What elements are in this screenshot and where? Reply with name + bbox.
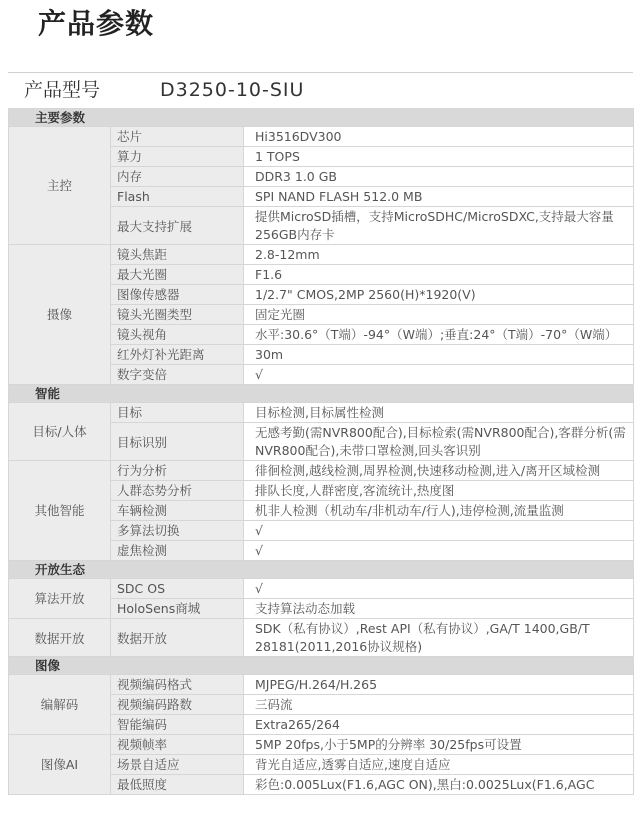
param-value: 2.8-12mm: [244, 245, 634, 265]
spec-row: [9, 675, 634, 695]
group-category: 摄像: [9, 245, 111, 385]
param-value: Hi3516DV300: [244, 127, 634, 147]
param-name: 目标识别: [111, 423, 244, 461]
param-name: 镜头光圈类型: [111, 305, 244, 325]
group-category: 数据开放: [9, 619, 111, 657]
param-name: 视频编码路数: [111, 695, 244, 715]
param-value: 徘徊检测,越线检测,周界检测,快速移动检测,进入/离开区域检测: [244, 461, 634, 481]
param-value: 背光自适应,透雾自适应,速度自适应: [244, 755, 634, 775]
spec-row: [9, 127, 634, 147]
param-name: 红外灯补光距离: [111, 345, 244, 365]
param-name: 算力: [111, 147, 244, 167]
param-name: 视频帧率: [111, 735, 244, 755]
param-name: 视频编码格式: [111, 675, 244, 695]
param-name: 虚焦检测: [111, 541, 244, 561]
param-value: 30m: [244, 345, 634, 365]
section-title: 图像: [9, 657, 634, 675]
param-value: √: [244, 521, 634, 541]
section-title: 智能: [9, 385, 634, 403]
param-value: 5MP 20fps,小于5MP的分辨率 30/25fps可设置: [244, 735, 634, 755]
spec-table: [8, 108, 634, 795]
param-name: 数字变倍: [111, 365, 244, 385]
param-value: 水平:30.6°（T端）-94°（W端）;垂直:24°（T端）-70°（W端）: [244, 325, 634, 345]
param-value: 1/2.7" CMOS,2MP 2560(H)*1920(V): [244, 285, 634, 305]
spec-row: [9, 735, 634, 755]
model-label: 产品型号: [24, 79, 101, 101]
section-title: 主要参数: [9, 109, 634, 127]
group-category: 编解码: [9, 675, 111, 735]
param-value: Extra265/264: [244, 715, 634, 735]
param-name: 图像传感器: [111, 285, 244, 305]
param-value: 排队长度,人群密度,客流统计,热度图: [244, 481, 634, 501]
param-name: 最大支持扩展: [111, 207, 244, 245]
param-name: 芯片: [111, 127, 244, 147]
param-name: Flash: [111, 187, 244, 207]
section-header: [9, 561, 634, 579]
section-header: [9, 657, 634, 675]
group-category: 其他智能: [9, 461, 111, 561]
param-value: √: [244, 541, 634, 561]
param-value: SPI NAND FLASH 512.0 MB: [244, 187, 634, 207]
param-name: 场景自适应: [111, 755, 244, 775]
param-value: √: [244, 365, 634, 385]
spec-row: [9, 403, 634, 423]
spec-row: [9, 619, 634, 657]
spec-row: [9, 245, 634, 265]
group-category: 算法开放: [9, 579, 111, 619]
param-name: 数据开放: [111, 619, 244, 657]
param-name: 行为分析: [111, 461, 244, 481]
param-value: F1.6: [244, 265, 634, 285]
section-header: [9, 109, 634, 127]
model-row: [8, 72, 633, 109]
param-name: 目标: [111, 403, 244, 423]
param-value: 机非人检测（机动车/非机动车/行人),违停检测,流量监测: [244, 501, 634, 521]
param-value: 提供MicroSD插槽，支持MicroSDHC/MicroSDXC,支持最大容量256GB内存卡: [244, 207, 634, 245]
spec-row: [9, 579, 634, 599]
model-value: D3250-10-SIU: [160, 79, 305, 101]
section-header: [9, 385, 634, 403]
param-name: 最低照度: [111, 775, 244, 795]
param-value: 支持算法动态加载: [244, 599, 634, 619]
param-value: √: [244, 579, 634, 599]
param-value: 三码流: [244, 695, 634, 715]
param-name: 人群态势分析: [111, 481, 244, 501]
param-value: 1 TOPS: [244, 147, 634, 167]
param-value: 彩色:0.005Lux(F1.6,AGC ON),黑白:0.0025Lux(F1.6,AGC: [244, 775, 634, 795]
group-category: 目标/人体: [9, 403, 111, 461]
param-name: 智能编码: [111, 715, 244, 735]
param-name: 最大光圈: [111, 265, 244, 285]
section-title: 开放生态: [9, 561, 634, 579]
param-value: 目标检测,目标属性检测: [244, 403, 634, 423]
param-name: 多算法切换: [111, 521, 244, 541]
param-value: SDK（私有协议）,Rest API（私有协议）,GA/T 1400,GB/T 28181(2011,2016协议规格): [244, 619, 634, 657]
param-name: 镜头焦距: [111, 245, 244, 265]
param-value: 固定光圈: [244, 305, 634, 325]
param-value: 无感考勤(需NVR800配合),目标检索(需NVR800配合),客群分析(需NVR800配合),未带口罩检测,回头客识别: [244, 423, 634, 461]
group-category: 图像AI: [9, 735, 111, 795]
param-name: SDC OS: [111, 579, 244, 599]
param-name: HoloSens商城: [111, 599, 244, 619]
param-name: 镜头视角: [111, 325, 244, 345]
page-title: 产品参数: [38, 7, 155, 40]
param-name: 内存: [111, 167, 244, 187]
spec-row: [9, 461, 634, 481]
param-name: 车辆检测: [111, 501, 244, 521]
group-category: 主控: [9, 127, 111, 245]
param-value: MJPEG/H.264/H.265: [244, 675, 634, 695]
param-value: DDR3 1.0 GB: [244, 167, 634, 187]
